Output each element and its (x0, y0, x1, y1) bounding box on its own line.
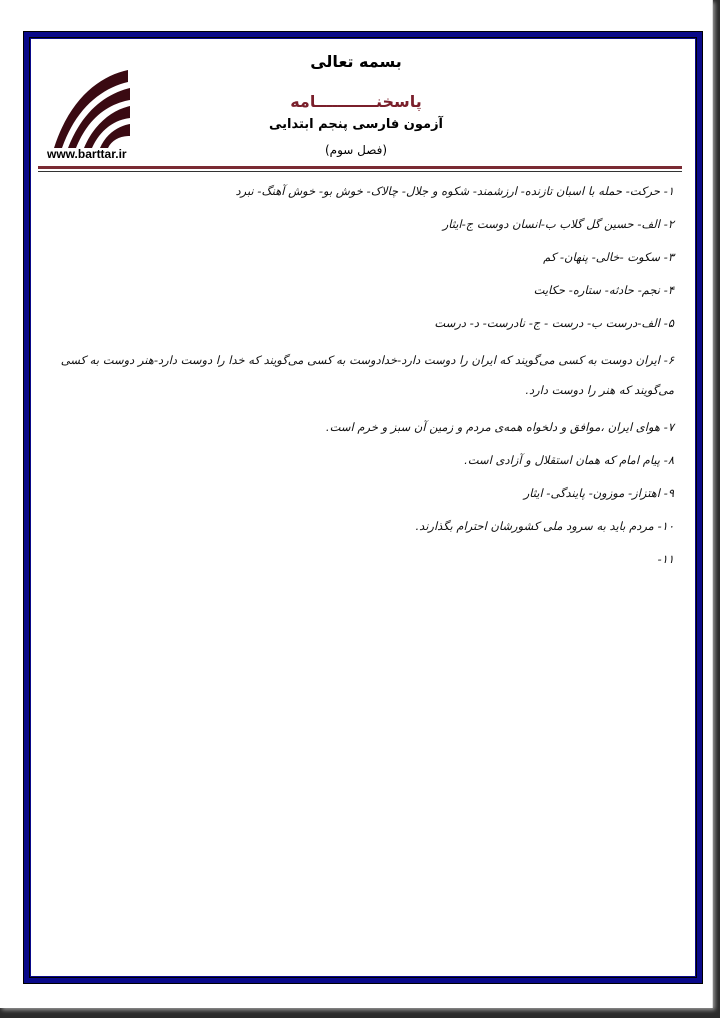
chapter-label: (فصل سوم) (324, 143, 388, 157)
answer-item: ۹- اهتزاز- موزون- پایندگی- ایثار (523, 486, 674, 500)
answer-item: ۶- ایران دوست به کسی می‌گویند که ایران را دوست دارد-خدادوست به کسی می‌گویند که خدا را دوست دارد-هنر دوست به کسی می‌گویند که هنر را دوست دارد. (60, 353, 674, 397)
answer-list (40, 180, 674, 581)
answer-item: ۵- الف-درست ب- درست - ج- نادرست- د- درست (434, 316, 674, 330)
logo-site-text: www.barttar.ir (47, 147, 127, 161)
page-heading: بسمه تعالی (310, 52, 402, 71)
answer-item: ۱۰- مردم باید به سرود ملی کشورشان احترام بگذارند. (415, 519, 674, 533)
answer-item: ۱- حرکت- حمله با اسبان تازنده- ارزشمند- شکوه و جلال- چالاک- خوش بو- خوش آهنگ- نبرد (235, 184, 674, 198)
answer-item: ۴- نجم- حادثه- ستاره- حکایت (533, 283, 674, 297)
answer-item: ۲- الف- حسین گل گلاب ب-انسان دوست ج-ایثار (442, 217, 674, 231)
answer-item: ۸- پیام امام که همان استقلال و آزادی است. (464, 453, 674, 467)
exam-title: آزمون فارسی پنجم ابتدایی (268, 117, 444, 132)
answer-item: ۳- سکوت -خالی- پنهان- کم (543, 250, 674, 264)
header-divider (38, 166, 682, 169)
header-divider-thin (38, 171, 682, 172)
answer-item: ۷- هوای ایران ،موافق و دلخواه همه‌ی مردم و زمین آن سبز و خرم است. (325, 420, 674, 434)
answer-item: ۱۱- (657, 552, 674, 566)
answer-sheet-title: پاسخنـــــــــــامه (290, 92, 422, 111)
